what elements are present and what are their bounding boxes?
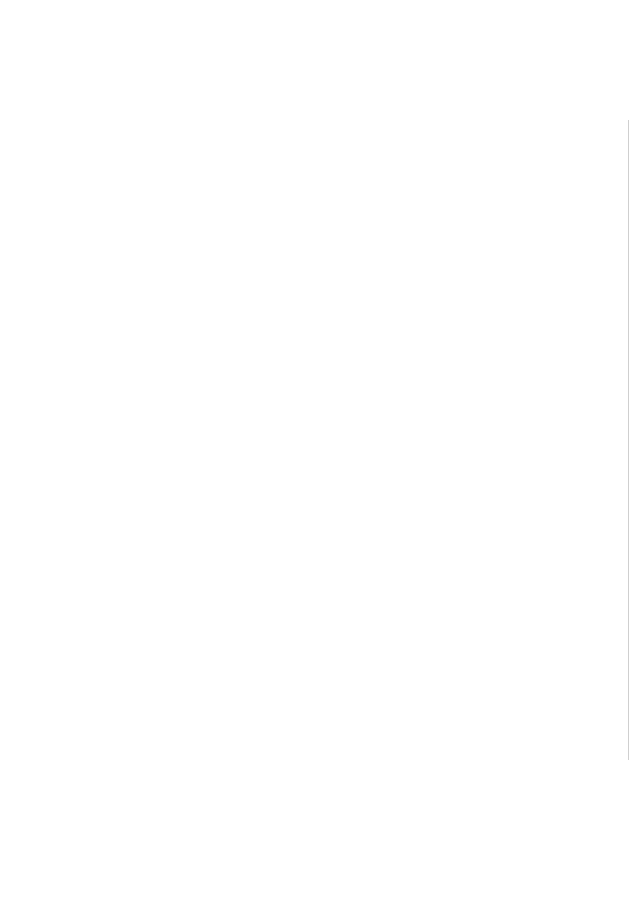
scan-edge-shadow (628, 120, 629, 760)
